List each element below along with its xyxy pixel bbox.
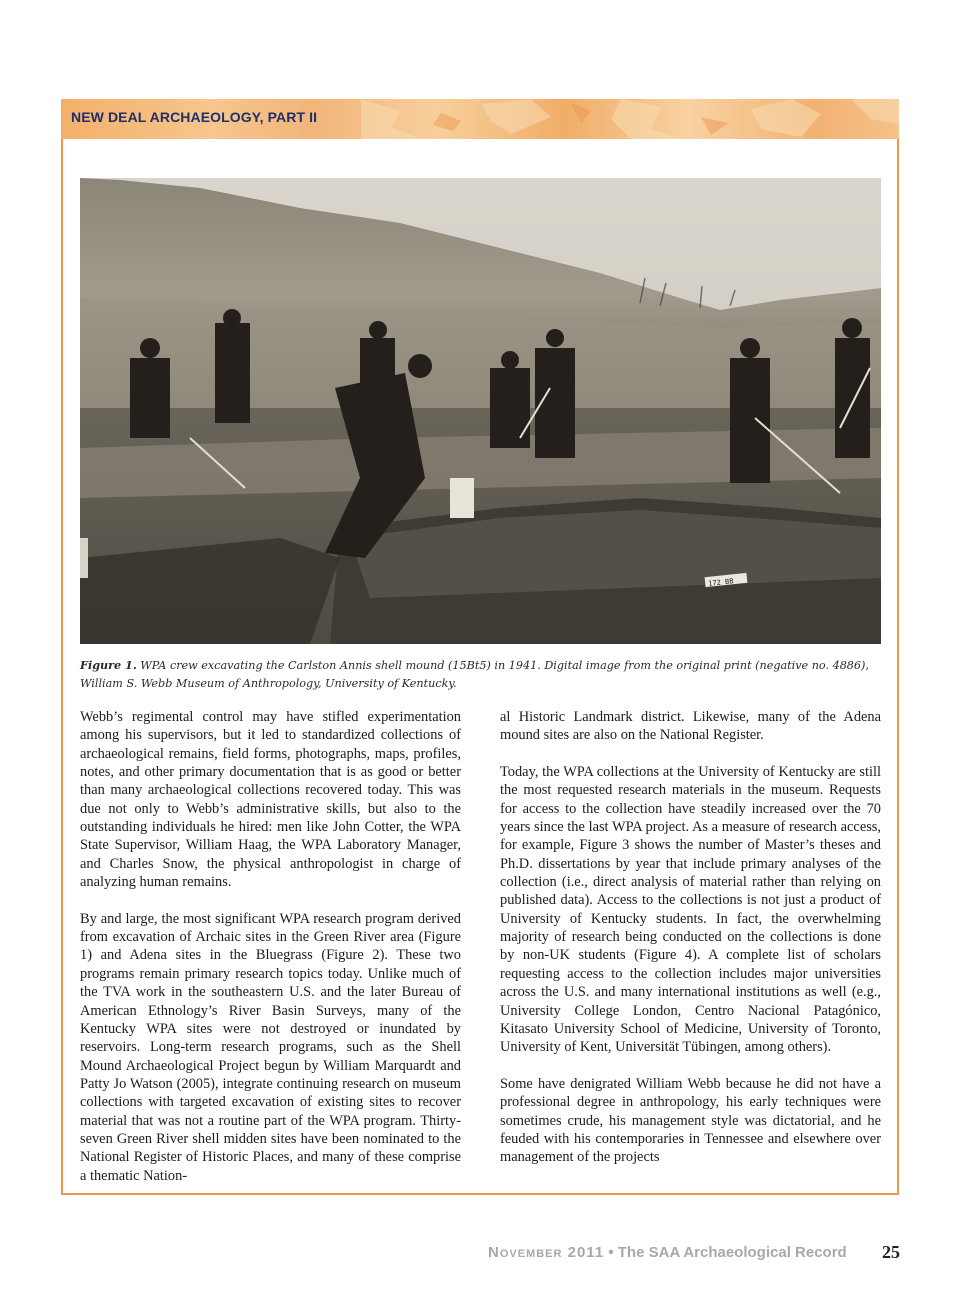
paragraph: Today, the WPA collections at the University of Kentucky are still the most requested research materials in the museum. Requests for access to the collection have steadily increased over the 70 years since the last WPA project. As a measure of research access, for example, Figure 3 shows the number of Master’s theses and Ph.D. dissertations by year that include primary analyses of the collection (i.e., direct analysis of material rather than relying on published data). Access to the collections is not just a product of University of Kentucky students. In fact, the overwhelming majority of research being conducted on the collections is done by non-UK students (Figure 4). A complete list of scholars requesting access to the collection includes major universities across the U.S. and many international institutions as well (e.g., University College London, Centro Nacional Patagónico, Kitasato University School of Medicine, University of Toronto, University of Kent, Universität Tübingen, among others). (500, 764, 881, 1056)
figure-caption-text: WPA crew excavating the Carlston Annis shell mound (15Bt5) in 1941. Digital image from the original print (negative no. 4886), William S. Webb Museum of Anthropology, University of Kentucky. (80, 659, 869, 690)
paragraph: al Historic Landmark district. Likewise, many of the Adena mound sites are also on the National Register. (500, 709, 881, 744)
figure-caption (80, 656, 880, 693)
paragraph: Webb’s regimental control may have stifled experimentation among his supervisors, but it led to standardized collections of archaeological remains, field forms, photographs, maps, profiles, notes, and other primary documentation that is as good or better than many archaeological collections recovered today. This was due not only to Webb’s administrative skills, but also to the outstanding individuals he hired: men like John Cotter, the WPA State Supervisor, William Haag, the WPA Laboratory Manager, and Charles Snow, the physical anthropologist in charge of analyzing human remains. (80, 709, 461, 891)
figure-caption-label: Figure 1. (80, 658, 137, 672)
footer-publication: The SAA Archaeological Record (617, 1244, 847, 1261)
page-number: 25 (882, 1242, 900, 1262)
stake-label: 172 BB (707, 577, 734, 588)
paragraph: Some have denigrated William Webb because he did not have a professional degree in anthropology, his early techniques were sometimes crude, his management style was dictatorial, and he feuded with his contemporaries in Tennessee and elsewhere over management of the projects (500, 1075, 881, 1166)
footer-publication-line (488, 1244, 847, 1261)
wpa-crew-excavation-photo (80, 178, 881, 644)
paragraph: By and large, the most significant WPA research program derived from excavation of Archaic sites in the Green River area (Figure 1) and Adena sites in the Bluegrass (Figure 2). These two programs remain primary research topics today. Unlike much of the TVA work in the southeastern U.S. and the later Bureau of American Ethnology’s River Basin Surveys, many of the Kentucky WPA sites were not destroyed or inundated by reservoirs. Long-term research programs, such as the Shell Mound Archaeological Project begun by William Marquardt and Patty Jo Watson (2005), integrate continuing research on museum collections with targeted excavation of existing sites to recover material that was not a routine part of the WPA program. Thirty-seven Green River shell midden sites have been nominated to the National Register of Historic Places, and many of these comprise a thematic Nation- (80, 910, 461, 1184)
body-column-right (500, 708, 881, 1185)
footer-month: November 2011 (488, 1244, 605, 1261)
section-title: NEW DEAL ARCHAEOLOGY, PART II (71, 109, 318, 125)
section-banner (61, 99, 899, 139)
footer-bullet: • (604, 1244, 618, 1261)
body-column-left (80, 708, 461, 1203)
page-footer (488, 1242, 900, 1266)
